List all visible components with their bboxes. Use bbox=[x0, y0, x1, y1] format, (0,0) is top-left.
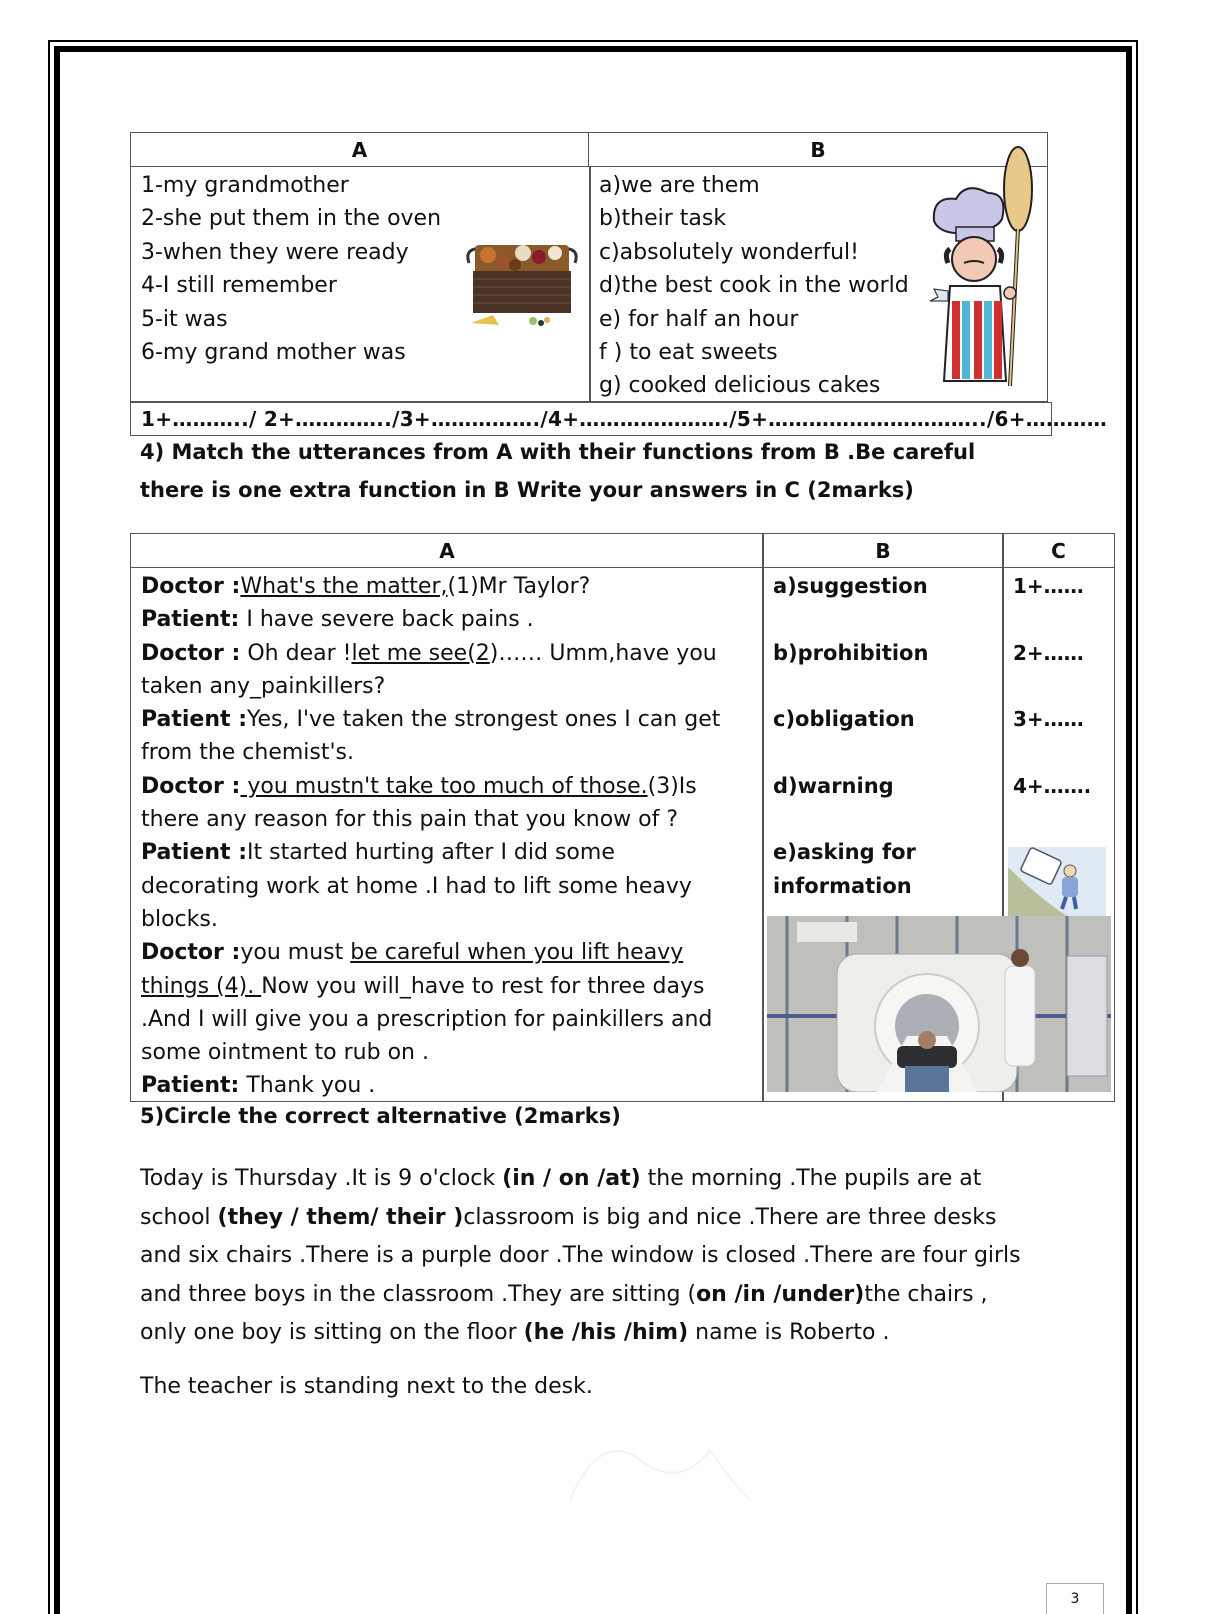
dialogue-line bbox=[141, 603, 756, 636]
exercise-3-answer-line[interactable]: 1+………../ 2+…………../3+……………./4+…………………./5+…………………………../6+………… bbox=[130, 402, 1052, 436]
matching-table-1 bbox=[130, 132, 1048, 402]
speaker-label: Patient: bbox=[141, 607, 240, 633]
paragraph-text: and three boys in the classroom .They are sitting ( bbox=[140, 1281, 697, 1307]
paragraph-line bbox=[140, 1276, 1060, 1315]
answer-blank[interactable]: 4+……. bbox=[1013, 773, 1092, 798]
speaker-label: Doctor : bbox=[141, 773, 241, 799]
function-item: d)warning bbox=[773, 773, 894, 798]
dialogue-line bbox=[141, 770, 756, 803]
column-divider bbox=[762, 534, 764, 1101]
dialogue-line bbox=[141, 670, 756, 703]
list-item: a)we are them bbox=[599, 173, 760, 198]
paragraph-text: the morning .The pupils are at bbox=[640, 1166, 982, 1191]
alternative-choice-group[interactable]: on /in /under) bbox=[696, 1281, 865, 1307]
list-item: 5-it was bbox=[141, 306, 228, 332]
man-pushing-box-cartoon-image bbox=[1008, 847, 1106, 917]
matching-table-2 bbox=[130, 533, 1115, 1102]
dialogue-text: (1)Mr Taylor? bbox=[447, 574, 591, 599]
dialogue-text: (3)Is bbox=[647, 773, 697, 799]
list-item: 1-my grandmother bbox=[141, 173, 349, 198]
dialogue-text: blocks. bbox=[141, 906, 218, 932]
list-item: f ) to eat sweets bbox=[599, 340, 778, 366]
alternative-choice-group[interactable]: (in / on /at) bbox=[502, 1166, 641, 1191]
underlined-utterance: be careful when you lift heavy bbox=[350, 940, 684, 966]
dialogue-text: Oh dear ! bbox=[240, 640, 352, 666]
list-item: g) cooked delicious cakes bbox=[599, 373, 881, 399]
dialogue-text: I have severe back pains . bbox=[239, 607, 534, 633]
dialogue-line bbox=[141, 936, 756, 969]
column-a-list bbox=[141, 169, 441, 369]
list-item: e) for half an hour bbox=[599, 306, 799, 332]
paragraph-line bbox=[140, 1237, 1060, 1276]
dialogue-line bbox=[141, 703, 756, 736]
paragraph-text: name is Roberto . bbox=[688, 1320, 890, 1345]
function-item: e)asking for bbox=[773, 840, 916, 865]
answer-blank[interactable]: 2+…… bbox=[1013, 640, 1084, 665]
list-item: 6-my grand mother was bbox=[141, 340, 406, 366]
paragraph-text: classroom is big and nice .There are three desks bbox=[463, 1204, 997, 1230]
exercise-4-instruction-line-2: there is one extra function in B Write your answers in C (2marks) bbox=[140, 478, 914, 502]
dialogue-line bbox=[141, 836, 756, 869]
answers-column bbox=[1013, 570, 1091, 836]
dialogue-text: )…… Umm,have you bbox=[489, 640, 717, 666]
underlined-utterance: things (4). bbox=[141, 973, 262, 999]
alternative-choice-group[interactable]: (he /his /him) bbox=[523, 1320, 689, 1345]
dialogue-line bbox=[141, 1036, 756, 1069]
dialogue-text bbox=[141, 570, 756, 1103]
list-item: 2-she put them in the oven bbox=[141, 206, 442, 232]
dialogue-line bbox=[141, 870, 756, 903]
dialogue-line bbox=[141, 803, 756, 836]
paragraph-line bbox=[140, 1199, 1060, 1238]
dialogue-line bbox=[141, 1003, 756, 1036]
underlined-utterance: you mustn't take too much of those. bbox=[240, 773, 648, 799]
dialogue-text: Now you will_have to rest for three days bbox=[261, 973, 705, 999]
functions-list bbox=[773, 570, 998, 903]
speaker-label: Patient : bbox=[141, 840, 247, 866]
exercise-5-title: 5)Circle the correct alternative (2marks) bbox=[140, 1104, 621, 1128]
faint-watermark-drawing bbox=[560, 1420, 760, 1510]
list-item: b)their task bbox=[599, 206, 727, 232]
paragraph-line bbox=[140, 1160, 1060, 1199]
dialogue-text: It started hurting after I did some bbox=[247, 840, 615, 866]
function-item-continued: information bbox=[773, 873, 912, 898]
paragraph-text: Today is Thursday .It is 9 o'clock bbox=[140, 1166, 503, 1191]
list-item: c)absolutely wonderful! bbox=[599, 239, 859, 265]
column-c-header: C bbox=[1003, 534, 1114, 568]
answer-blank[interactable]: 1+…… bbox=[1013, 574, 1084, 598]
paragraph-text: the chairs , bbox=[864, 1281, 988, 1307]
speaker-label: Doctor : bbox=[141, 574, 241, 599]
dialogue-text: Thank you . bbox=[239, 1073, 376, 1099]
dialogue-line bbox=[141, 903, 756, 936]
underlined-utterance: What's the matter, bbox=[240, 574, 448, 599]
dialogue-line bbox=[141, 637, 756, 670]
dialogue-text: some ointment to rub on . bbox=[141, 1040, 429, 1066]
dialogue-line bbox=[141, 1069, 756, 1102]
function-item: c)obligation bbox=[773, 707, 915, 732]
basket-of-sweets-image bbox=[463, 241, 581, 331]
speaker-label: Patient: bbox=[141, 1073, 240, 1099]
dialogue-text: there any reason for this pain that you know of ? bbox=[141, 807, 679, 833]
column-b-header: B bbox=[763, 534, 1003, 568]
exercise-5-paragraph bbox=[140, 1160, 1060, 1353]
paragraph-text: and six chairs .There is a purple door .The window is closed .There are four girls bbox=[140, 1243, 1021, 1268]
column-b-list bbox=[599, 169, 909, 403]
column-divider bbox=[589, 167, 591, 403]
exercise-4-instruction-line-1: 4) Match the utterances from A with their functions from B .Be careful bbox=[140, 440, 976, 464]
function-item: b)prohibition bbox=[773, 640, 929, 665]
dialogue-text: from the chemist's. bbox=[141, 740, 354, 766]
dialogue-line bbox=[141, 736, 756, 769]
dialogue-text: .And I will give you a prescription for painkillers and bbox=[141, 1006, 713, 1032]
paragraph-line bbox=[140, 1314, 1060, 1353]
dialogue-text: taken any_painkillers? bbox=[141, 673, 386, 699]
dialogue-text: you must bbox=[240, 940, 351, 966]
cartoon-chef-image bbox=[926, 141, 1042, 391]
underlined-utterance: let me see(2 bbox=[351, 640, 490, 666]
column-a-header: A bbox=[131, 534, 763, 568]
dialogue-text: decorating work at home .I had to lift some heavy bbox=[141, 873, 692, 899]
exercise-5-closing-sentence: The teacher is standing next to the desk. bbox=[140, 1374, 593, 1399]
ct-scanner-photo bbox=[767, 916, 1111, 1092]
answer-blank[interactable]: 3+…… bbox=[1013, 707, 1084, 732]
column-b-header: B bbox=[589, 133, 1047, 167]
alternative-choice-group[interactable]: (they / them/ their ) bbox=[217, 1204, 464, 1230]
paragraph-text: only one boy is sitting on the floor bbox=[140, 1320, 524, 1345]
list-item: d)the best cook in the world bbox=[599, 273, 909, 299]
speaker-label: Doctor : bbox=[141, 640, 241, 666]
speaker-label: Patient : bbox=[141, 707, 247, 733]
column-a-header: A bbox=[131, 133, 589, 167]
page-number: 3 bbox=[1046, 1583, 1104, 1614]
list-item: 4-I still remember bbox=[141, 273, 337, 299]
paragraph-text: school bbox=[140, 1204, 218, 1230]
function-item: a)suggestion bbox=[773, 574, 928, 598]
speaker-label: Doctor : bbox=[141, 940, 241, 966]
dialogue-line bbox=[141, 570, 756, 603]
dialogue-text: Yes, I've taken the strongest ones I can get bbox=[247, 707, 721, 733]
list-item: 3-when they were ready bbox=[141, 239, 409, 265]
dialogue-line bbox=[141, 970, 756, 1003]
